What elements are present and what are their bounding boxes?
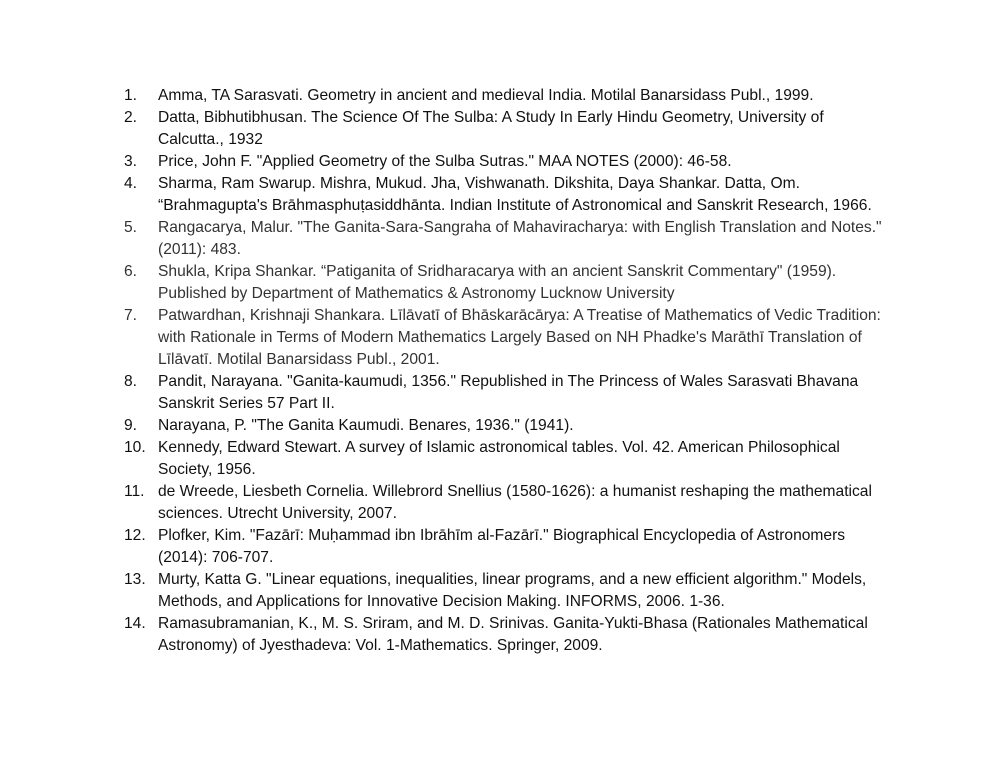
- reference-item: [124, 481, 884, 525]
- reference-item: [124, 569, 884, 613]
- reference-number: 12.: [124, 527, 146, 544]
- reference-text: Plofker, Kim. "Fazārī: Muḥammad ibn Ibrāhīm al-Fazārī." Biographical Encyclopedia of Astronomers (2014): 706-707.: [158, 527, 846, 566]
- reference-number: 5.: [124, 219, 138, 236]
- reference-text: Sharma, Ram Swarup. Mishra, Mukud. Jha, Vishwanath. Dikshita, Daya Shankar. Datta, Om. “Brahmagupta's Brāhmasphuṭasiddhānta. Indian Institute of Astronomical and Sanskrit Research, 1966.: [158, 175, 872, 214]
- reference-item: [124, 85, 884, 107]
- reference-text: Rangacarya, Malur. "The Ganita-Sara-Sangraha of Mahaviracharya: with English Translation and Notes." (2011): 483.: [158, 219, 882, 258]
- reference-item: [124, 371, 884, 415]
- reference-item: [124, 437, 884, 481]
- reference-item: [124, 261, 884, 305]
- reference-number: 4.: [124, 175, 138, 192]
- reference-text: de Wreede, Liesbeth Cornelia. Willebrord Snellius (1580-1626): a humanist reshaping the mathematical sciences. Utrecht University, 2007.: [158, 483, 872, 522]
- reference-list: [124, 85, 884, 657]
- reference-number: 7.: [124, 307, 138, 324]
- reference-text: Patwardhan, Krishnaji Shankara. Līlāvatī of Bhāskarācārya: A Treatise of Mathematics of Vedic Tradition: with Rationale in Terms of Modern Mathematics Largely Based on NH Phadke's Marāthī Translation of Līlāvatī. Motilal Banarsidass Publ., 2001.: [158, 307, 881, 368]
- reference-number: 3.: [124, 153, 138, 170]
- reference-text: Shukla, Kripa Shankar. “Patiganita of Sridharacarya with an ancient Sanskrit Commentary" (1959). Published by Department of Mathematics & Astronomy Lucknow University: [158, 263, 837, 302]
- reference-number: 14.: [124, 615, 146, 632]
- reference-text: Narayana, P. "The Ganita Kaumudi. Benares, 1936." (1941).: [158, 417, 574, 434]
- reference-number: 6.: [124, 263, 138, 280]
- reference-text: Murty, Katta G. "Linear equations, inequalities, linear programs, and a new efficient algorithm." Models, Methods, and Applications for Innovative Decision Making. INFORMS, 2006. 1-36.: [158, 571, 867, 610]
- reference-number: 10.: [124, 439, 146, 456]
- reference-number: 1.: [124, 87, 138, 104]
- reference-text: Amma, TA Sarasvati. Geometry in ancient and medieval India. Motilal Banarsidass Publ., 1999.: [158, 87, 814, 104]
- reference-text: Ramasubramanian, K., M. S. Sriram, and M. D. Srinivas. Ganita-Yukti-Bhasa (Rationales Mathematical Astronomy) of Jyesthadeva: Vol. 1-Mathematics. Springer, 2009.: [158, 615, 868, 654]
- reference-item: [124, 217, 884, 261]
- reference-item: [124, 305, 884, 371]
- reference-number: 9.: [124, 417, 138, 434]
- reference-item: [124, 613, 884, 657]
- reference-number: 2.: [124, 109, 138, 126]
- reference-item: [124, 107, 884, 151]
- reference-item: [124, 525, 884, 569]
- reference-item: [124, 415, 884, 437]
- reference-text: Pandit, Narayana. "Ganita-kaumudi, 1356." Republished in The Princess of Wales Sarasvati Bhavana Sanskrit Series 57 Part II.: [158, 373, 859, 412]
- reference-item: [124, 173, 884, 217]
- reference-text: Kennedy, Edward Stewart. A survey of Islamic astronomical tables. Vol. 42. American Philosophical Society, 1956.: [158, 439, 840, 478]
- reference-text: Datta, Bibhutibhusan. The Science Of The Sulba: A Study In Early Hindu Geometry, University of Calcutta., 1932: [158, 109, 824, 148]
- reference-number: 11.: [124, 483, 145, 500]
- reference-item: [124, 151, 884, 173]
- reference-number: 13.: [124, 571, 146, 588]
- reference-number: 8.: [124, 373, 138, 390]
- reference-text: Price, John F. "Applied Geometry of the Sulba Sutras." MAA NOTES (2000): 46-58.: [158, 153, 732, 170]
